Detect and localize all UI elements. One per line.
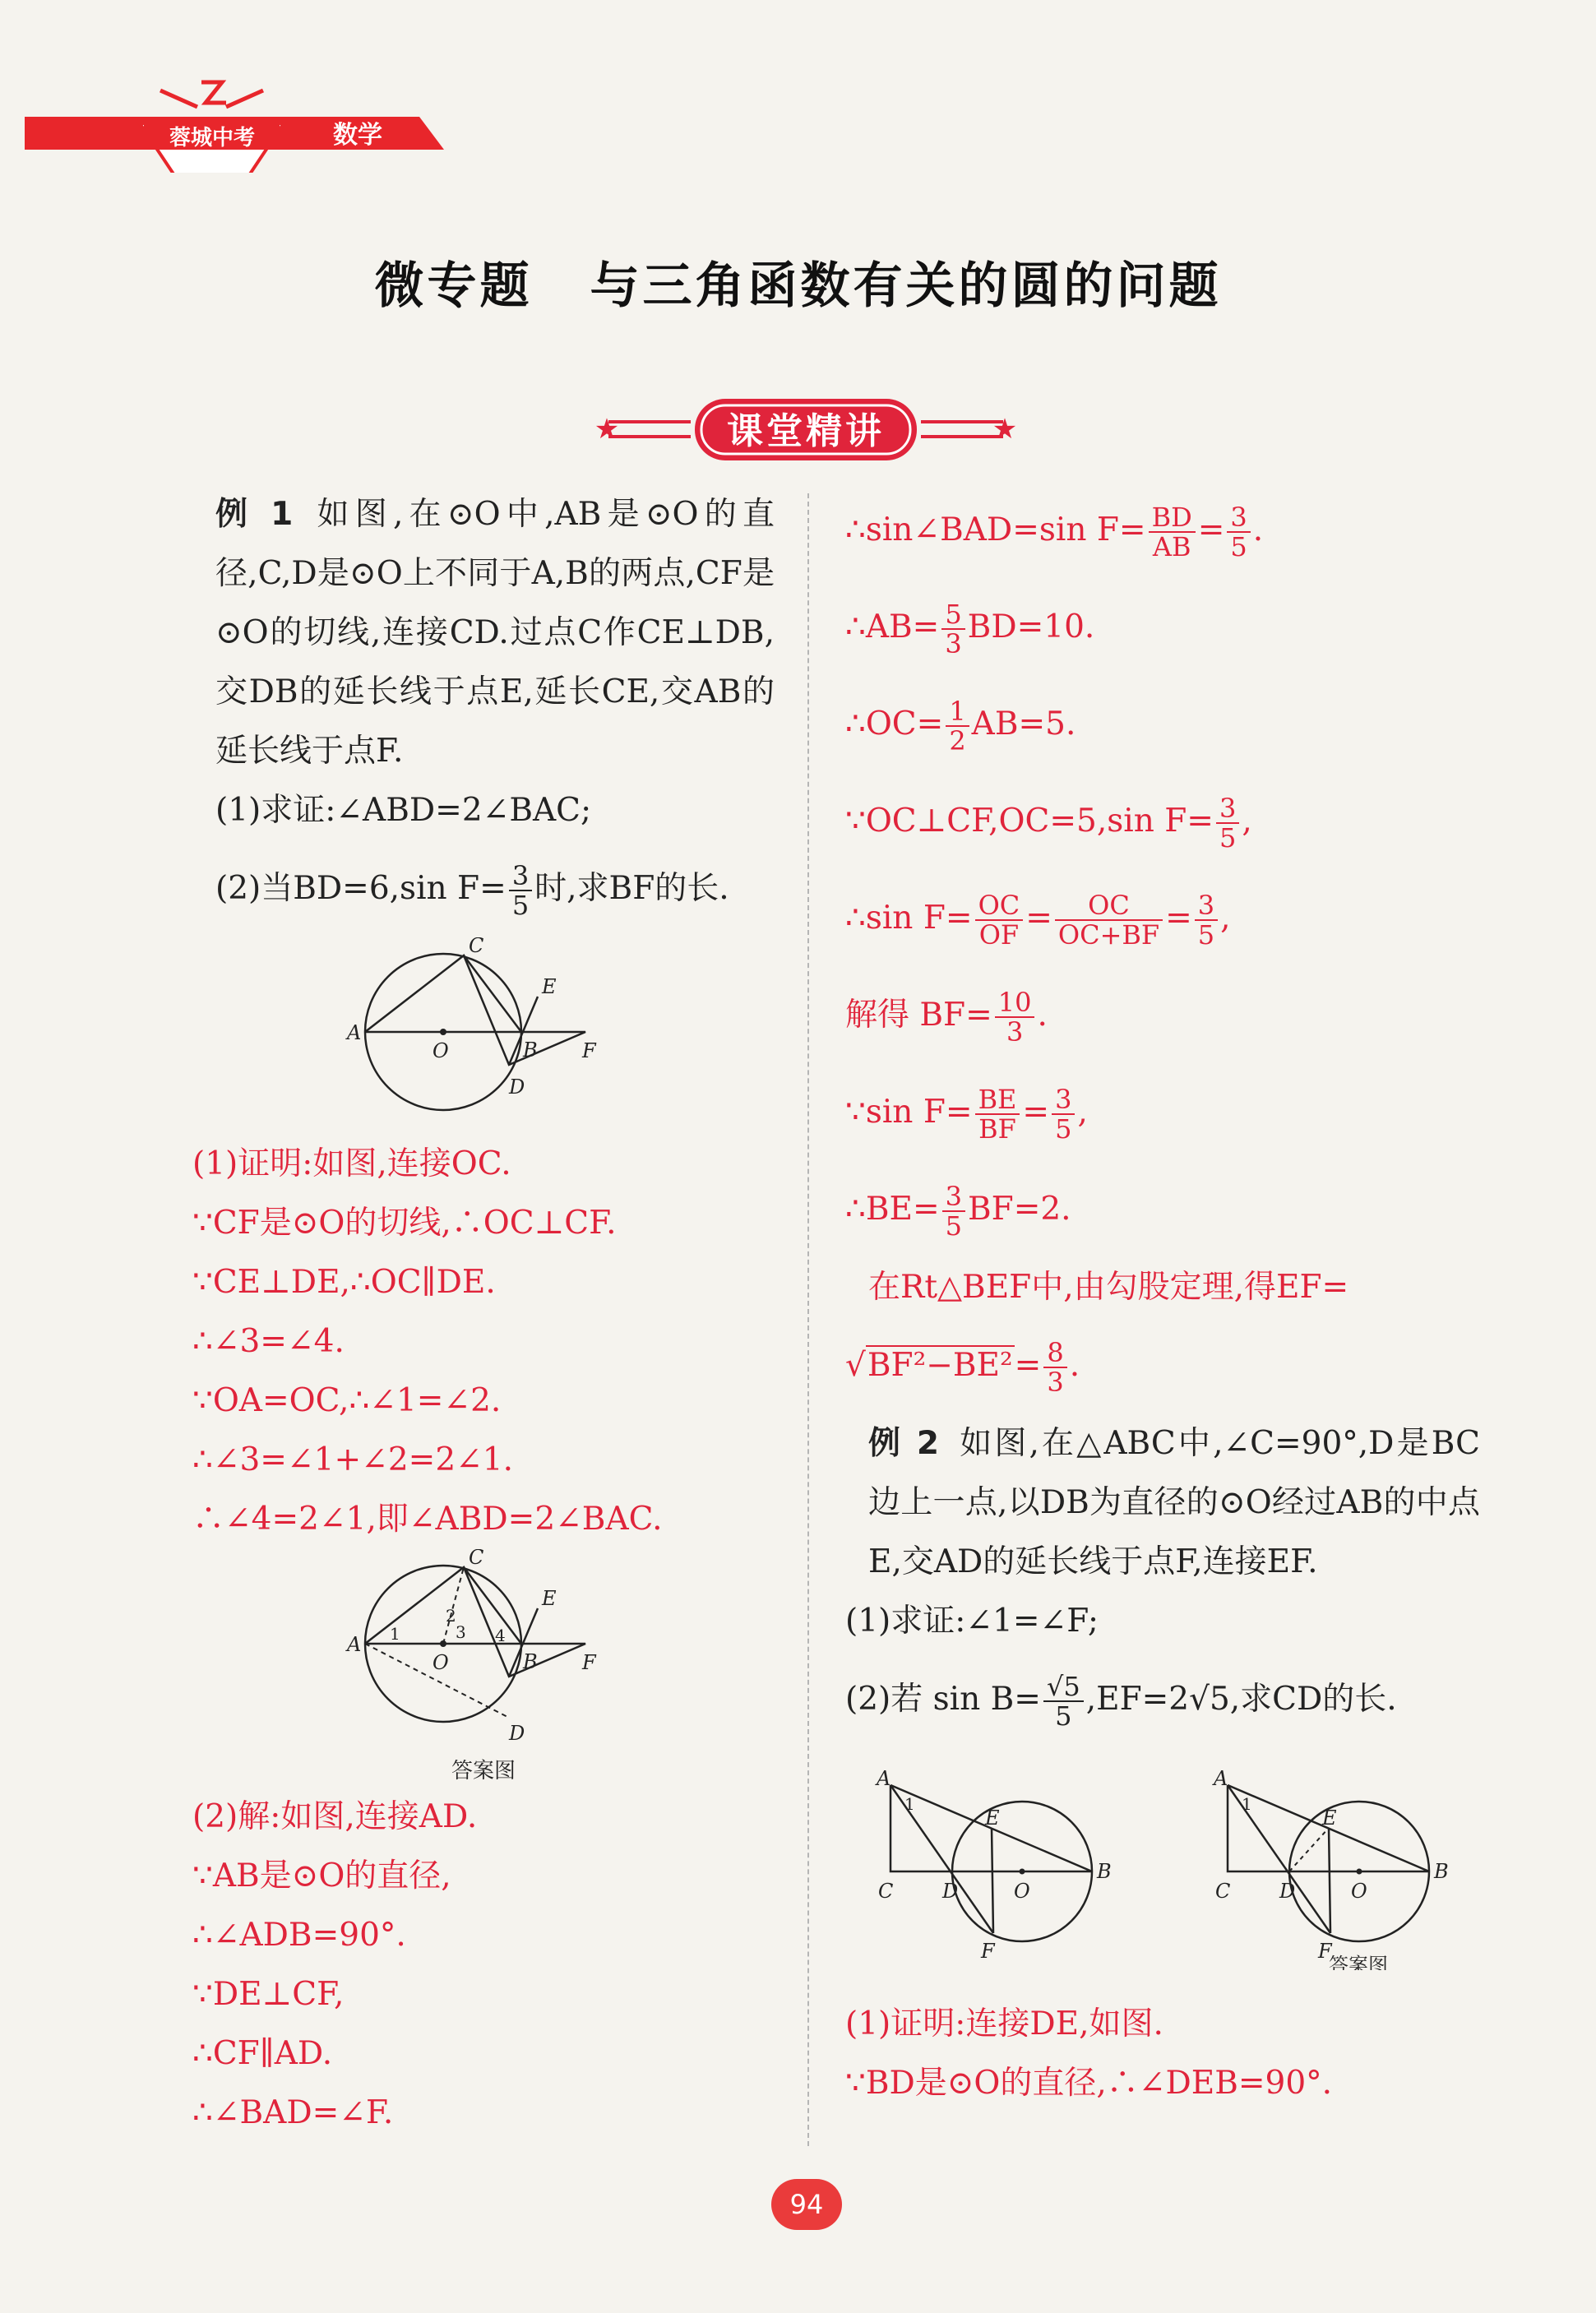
svg-text:A: A — [1214, 1767, 1228, 1790]
solution-line: ∴∠4=2∠1,即∠ABD=2∠BAC. — [192, 1501, 663, 1538]
right-column — [845, 485, 1480, 2113]
solution-line: 解得 BF= $\frac{10}{3}$ . — [845, 987, 1048, 1048]
example-2-statement — [845, 1414, 1480, 1592]
svg-text:E: E — [542, 1587, 557, 1610]
svg-text:C: C — [878, 1880, 894, 1903]
solution-line: ∵OA=OC,∴∠1=∠2. — [192, 1382, 502, 1419]
svg-text:B: B — [523, 1039, 538, 1062]
example-1-text: 如图,在⊙O中,AB是⊙O的直径,C,D是⊙O上不同于A,B的两点,CF是⊙O的切线,连接CD.过点C作CE⊥DB,交DB的延长线于点E,延长CE,交AB的延长线于点F. — [215, 496, 775, 770]
solution-line: ∴∠3=∠4. — [192, 1323, 345, 1360]
example-1-answer-figure — [192, 1549, 775, 1746]
solution-line: √BF²−BE²= $\frac{8}{3}$ . — [845, 1337, 1080, 1398]
svg-text:1: 1 — [390, 1624, 400, 1644]
svg-text:O: O — [433, 1651, 449, 1674]
solution-line: ∵BD是⊙O的直径,∴∠DEB=90°. — [845, 2065, 1333, 2102]
solution-line: ∵DE⊥CF, — [192, 1976, 345, 2013]
svg-text:F: F — [1318, 1940, 1332, 1963]
svg-text:B: B — [523, 1650, 538, 1673]
svg-text:A: A — [877, 1767, 891, 1790]
subject-label: 数学 — [333, 121, 382, 150]
svg-text:1: 1 — [1242, 1794, 1252, 1814]
series-label: 蓉城中考 — [169, 126, 256, 150]
svg-text:A: A — [347, 1021, 362, 1044]
example-1-statement — [192, 485, 775, 781]
svg-text:F: F — [981, 1940, 995, 1963]
example-2-text: 如图,在△ABC中,∠C=90°,D是BC边上一点,以DB为直径的⊙O经过AB的中点E,交AD的延长线于点F,连接EF. — [868, 1425, 1480, 1580]
svg-text:O: O — [1014, 1880, 1030, 1903]
solution-line: ∵CE⊥DE,∴OC∥DE. — [192, 1264, 496, 1301]
page-number: 94 — [771, 2179, 842, 2230]
solution-line: ∵AB是⊙O的直径, — [192, 1857, 451, 1894]
svg-text:C: C — [469, 937, 484, 957]
svg-text:O: O — [1351, 1880, 1367, 1903]
solution-line: (1)证明:如图,连接OC. — [192, 1145, 511, 1182]
svg-text:E: E — [542, 975, 557, 998]
example-2-question-1: (1)求证:∠1=∠F; — [845, 1603, 1099, 1640]
svg-text:D: D — [509, 1076, 525, 1099]
example-1-label: 例 1 — [215, 496, 294, 533]
svg-text:D: D — [942, 1880, 959, 1903]
svg-text:D: D — [1279, 1880, 1296, 1903]
svg-text:A: A — [347, 1633, 362, 1656]
svg-text:4: 4 — [495, 1626, 506, 1645]
solution-line: ∴sin∠BAD=sin F= $\frac{BD}{AB}$ = $\frac{3}{5}$ . — [845, 502, 1264, 562]
solution-line: 在Rt△BEF中,由勾股定理,得EF= — [868, 1269, 1349, 1306]
star-icon: ★ — [594, 413, 620, 446]
example-2-label: 例 2 — [868, 1425, 940, 1462]
figure-caption: 答案图 — [1329, 1954, 1388, 1970]
left-column — [192, 485, 775, 2143]
solution-line: ∵sin F= $\frac{BE}{BF}$ = $\frac{3}{5}$ , — [845, 1084, 1088, 1145]
section-banner — [592, 391, 1020, 469]
svg-text:B: B — [1434, 1860, 1449, 1883]
example-2-question-2: (2)若 sin B= $\frac{√5}{5}$ ,EF=2√5,求CD的长. — [845, 1671, 1397, 1732]
svg-text:E: E — [985, 1806, 1000, 1830]
solution-line: ∴∠BAD=∠F. — [192, 2094, 394, 2131]
svg-text:E: E — [1322, 1806, 1337, 1830]
svg-text:F: F — [582, 1651, 596, 1674]
solution-line: ∴∠ADB=90°. — [192, 1917, 406, 1954]
solution-line: ∴∠3=∠1+∠2=2∠1. — [192, 1441, 514, 1478]
example-2-answer-figure — [1212, 1767, 1449, 1970]
title-part2: 与三角函数有关的圆的问题 — [590, 257, 1222, 315]
svg-text:F: F — [582, 1039, 596, 1062]
solution-line: (2)解:如图,连接AD. — [192, 1798, 478, 1835]
star-icon: ★ — [992, 413, 1018, 446]
banner-label: 课堂精讲 — [727, 410, 885, 452]
example-1-question-1: (1)求证:∠ABD=2∠BAC; — [215, 792, 592, 829]
header-band — [0, 74, 460, 173]
column-divider — [807, 493, 809, 2146]
svg-text:C: C — [469, 1549, 484, 1569]
example-1-question-2: (2)当BD=6,sin F= $\frac{3}{5}$ 时,求BF的长. — [215, 860, 729, 921]
solution-line: ∴CF∥AD. — [192, 2035, 333, 2072]
svg-text:3: 3 — [456, 1622, 466, 1642]
solution-line: ∴BE= $\frac{3}{5}$ BF=2. — [845, 1181, 1071, 1242]
solution-line: ∴OC= $\frac{1}{2}$ AB=5. — [845, 696, 1076, 756]
example-2-figures — [845, 1748, 1480, 1970]
title-part1: 微专题 — [374, 257, 533, 315]
solution-line: ∵OC⊥CF,OC=5,sin F= $\frac{3}{5}$ , — [845, 793, 1252, 853]
solution-line: ∴AB= $\frac{5}{3}$ BD=10. — [845, 599, 1095, 659]
svg-text:1: 1 — [904, 1794, 915, 1814]
svg-text:O: O — [433, 1039, 449, 1062]
figure-caption: 答案图 — [451, 1759, 516, 1783]
solution-line: (1)证明:连接DE,如图. — [845, 2005, 1163, 2042]
solution-line: ∵CF是⊙O的切线,∴OC⊥CF. — [192, 1205, 617, 1242]
example-2-figure — [875, 1767, 1112, 1963]
solution-line: ∴sin F= $\frac{OC}{OF}$ = $\frac{OC}{OC+BF}$ = $\frac{3}{5}$ , — [845, 890, 1231, 951]
example-1-figure — [192, 937, 775, 1126]
svg-text:C: C — [1215, 1880, 1231, 1903]
svg-text:B: B — [1097, 1860, 1112, 1883]
svg-text:2: 2 — [446, 1606, 456, 1626]
page-title — [0, 247, 1596, 317]
svg-text:D: D — [509, 1722, 525, 1745]
